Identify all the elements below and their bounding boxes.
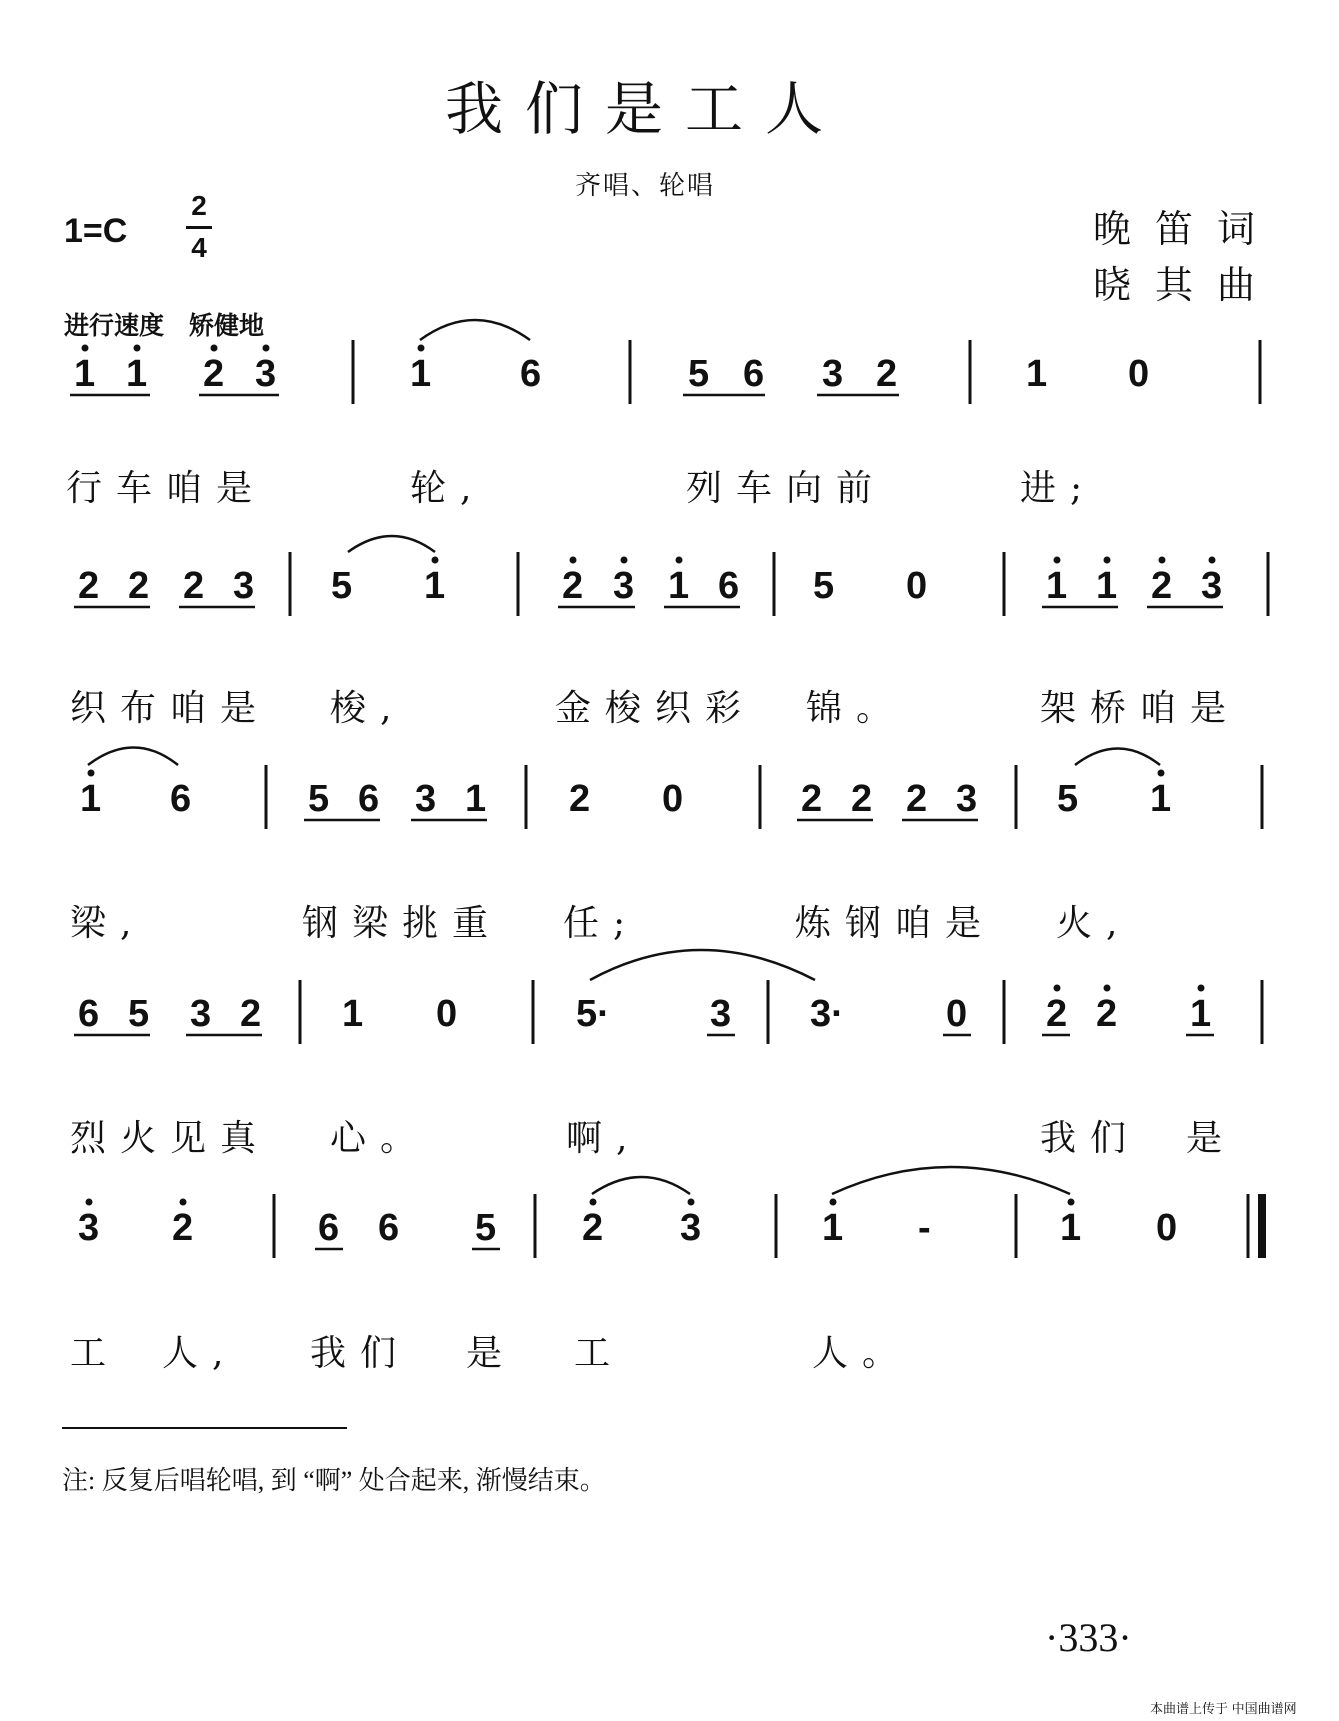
note: 1 bbox=[1096, 565, 1118, 607]
note: 2 bbox=[582, 1207, 604, 1249]
note: 5 bbox=[308, 778, 330, 820]
note: 5 bbox=[813, 565, 835, 607]
note: 1 bbox=[424, 565, 446, 607]
note: 1 bbox=[410, 353, 432, 395]
note: 1 bbox=[74, 353, 96, 395]
score-line-3 bbox=[80, 748, 1262, 830]
lyric: 梭, bbox=[330, 688, 406, 729]
time-signature-bottom: 4 bbox=[191, 232, 207, 263]
note: 0 bbox=[662, 778, 684, 820]
note: 3 bbox=[190, 993, 212, 1035]
note: 5 bbox=[1057, 778, 1079, 820]
note: 5 bbox=[688, 353, 710, 395]
note: 2 bbox=[203, 353, 225, 395]
note: 6 bbox=[318, 1207, 340, 1249]
note: 3 bbox=[822, 353, 844, 395]
lyric: 工 bbox=[574, 1333, 625, 1374]
lyric: 心。 bbox=[330, 1118, 431, 1159]
lyric: 梁, bbox=[70, 903, 146, 944]
footnote: 注: 反复后唱轮唱, 到 “啊” 处合起来, 渐慢结束。 bbox=[62, 1466, 606, 1495]
note: 3 bbox=[956, 778, 978, 820]
lyric: 进; bbox=[1020, 468, 1097, 509]
lyric: 啊, bbox=[566, 1118, 642, 1159]
note: 2 bbox=[240, 993, 262, 1035]
note: 3 bbox=[613, 565, 635, 607]
lyric: 金梭织彩 bbox=[555, 688, 756, 729]
note: 1 bbox=[668, 565, 690, 607]
note: 3· bbox=[810, 993, 844, 1035]
note: 2 bbox=[562, 565, 584, 607]
note: 5 bbox=[128, 993, 150, 1035]
note: 3 bbox=[233, 565, 255, 607]
note: 3 bbox=[78, 1207, 100, 1249]
note: 1 bbox=[1190, 993, 1212, 1035]
note: 5· bbox=[576, 993, 610, 1035]
note: 3 bbox=[680, 1207, 702, 1249]
note: 0 bbox=[946, 993, 968, 1035]
page-number: ·333· bbox=[1045, 1615, 1132, 1660]
note: 1 bbox=[80, 778, 102, 820]
note: 6 bbox=[718, 565, 740, 607]
composer-credit: 晓其曲 bbox=[1092, 263, 1279, 307]
note: 2 bbox=[1096, 993, 1118, 1035]
note: 3 bbox=[1201, 565, 1223, 607]
note: 1 bbox=[1150, 778, 1172, 820]
lyric: 钢梁挑重 bbox=[302, 903, 503, 944]
note: 2 bbox=[801, 778, 823, 820]
note: 1 bbox=[126, 353, 148, 395]
score-line-4 bbox=[74, 950, 1262, 1044]
lyric: 是 bbox=[1186, 1118, 1237, 1159]
note: 2 bbox=[1151, 565, 1173, 607]
lyric: 人。 bbox=[812, 1333, 913, 1374]
note: 6 bbox=[378, 1207, 400, 1249]
lyric: 列车向前 bbox=[686, 468, 887, 509]
lyric: 人, bbox=[162, 1333, 238, 1374]
lyricist-credit: 晚笛词 bbox=[1092, 207, 1279, 251]
source-footer: 本曲谱上传于 中国曲谱网 bbox=[1150, 1701, 1297, 1716]
key-signature: 1=C bbox=[64, 212, 128, 250]
note: 6 bbox=[358, 778, 380, 820]
note: 3 bbox=[415, 778, 437, 820]
note: 2 bbox=[183, 565, 205, 607]
lyric: 锦。 bbox=[806, 688, 907, 729]
note: - bbox=[918, 1207, 931, 1249]
performance-style: 齐唱、轮唱 bbox=[574, 171, 715, 201]
lyric: 轮, bbox=[410, 468, 486, 509]
lyric: 织布咱是 bbox=[70, 688, 271, 729]
note: 2 bbox=[906, 778, 928, 820]
note: 2 bbox=[569, 778, 591, 820]
note: 1 bbox=[822, 1207, 844, 1249]
note: 1 bbox=[1026, 353, 1048, 395]
score-line-5 bbox=[78, 1167, 1262, 1258]
note: 2 bbox=[172, 1207, 194, 1249]
lyric: 工 bbox=[70, 1333, 121, 1374]
note: 2 bbox=[128, 565, 150, 607]
note: 2 bbox=[78, 565, 100, 607]
lyric: 我们 bbox=[1040, 1118, 1141, 1159]
footnote-separator bbox=[62, 1427, 347, 1429]
lyric: 烈火见真 bbox=[70, 1118, 271, 1159]
lyric: 架桥咱是 bbox=[1040, 688, 1241, 729]
note: 3 bbox=[255, 353, 277, 395]
score-line-1 bbox=[70, 320, 1260, 404]
note: 3 bbox=[710, 993, 732, 1035]
lyric: 任; bbox=[563, 903, 640, 944]
lyric: 我们 bbox=[310, 1333, 411, 1374]
note: 1 bbox=[1046, 565, 1068, 607]
note: 1 bbox=[1060, 1207, 1082, 1249]
lyric: 行车咱是 bbox=[66, 468, 267, 509]
note: 0 bbox=[1156, 1207, 1178, 1249]
note: 1 bbox=[465, 778, 487, 820]
note: 6 bbox=[743, 353, 765, 395]
note: 2 bbox=[851, 778, 873, 820]
note: 0 bbox=[1128, 353, 1150, 395]
note: 5 bbox=[331, 565, 353, 607]
note: 1 bbox=[342, 993, 364, 1035]
lyric: 火, bbox=[1056, 903, 1132, 944]
note: 6 bbox=[170, 778, 192, 820]
score-line-2 bbox=[74, 536, 1268, 616]
song-title: 我们是工人 bbox=[444, 75, 845, 143]
note: 5 bbox=[475, 1207, 497, 1249]
time-signature-top: 2 bbox=[191, 190, 207, 221]
lyric: 炼钢咱是 bbox=[795, 903, 996, 944]
note: 6 bbox=[78, 993, 100, 1035]
note: 0 bbox=[436, 993, 458, 1035]
note: 6 bbox=[520, 353, 542, 395]
tempo-marking: 进行速度 矫健地 bbox=[64, 312, 265, 340]
note: 0 bbox=[906, 565, 928, 607]
note: 2 bbox=[1046, 993, 1068, 1035]
note: 2 bbox=[876, 353, 898, 395]
lyric: 是 bbox=[466, 1333, 517, 1374]
